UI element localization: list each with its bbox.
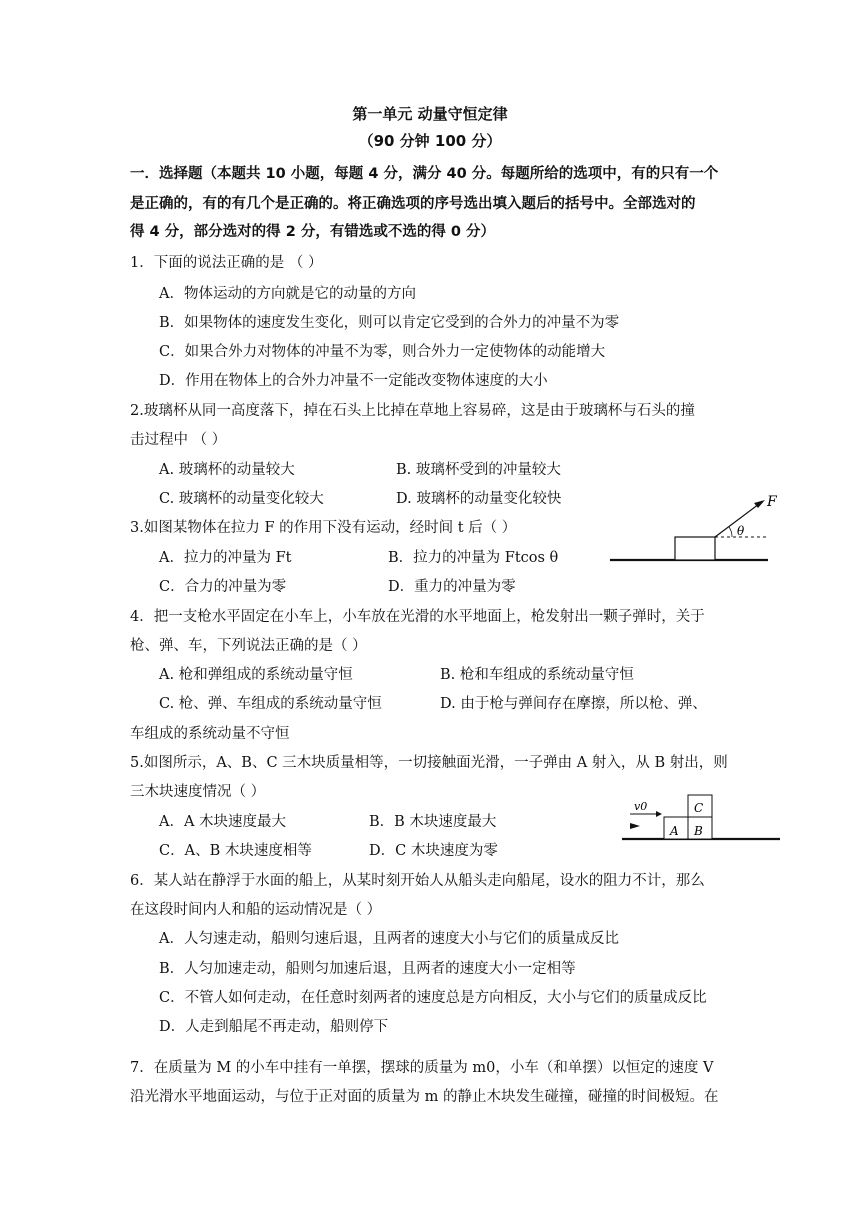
question-6-option-d: D．人走到船尾不再走动，船则停下 [159,1019,389,1035]
question-4-option-d-continued: 车组成的系统动量不守恒 [130,726,290,742]
question-2-option-a: A. 玻璃杯的动量较大 [159,462,295,478]
question-5-option-c: C．A、B 木块速度相等 [159,843,312,859]
question-1-stem: 1．下面的说法正确的是 （ ） [130,255,323,271]
question-5-option-a: A．A 木块速度最大 [159,814,287,830]
question-1-option-c: C．如果合外力对物体的冲量不为零，则合外力一定使物体的动能增大 [159,344,606,360]
arrow-head-icon [656,811,662,817]
question-4-option-d: D. 由于枪与弹间存在摩擦，所以枪、弹、 [440,696,707,712]
question-7-stem-line-2: 沿光滑水平地面运动，与位于正对面的质量为 m 的静止木块发生碰撞，碰撞的时间极短。在 [130,1089,719,1105]
angle-label: θ [737,524,745,538]
question-4-option-c: C. 枪、弹、车组成的系统动量守恒 [159,696,382,712]
section-instructions-line-3: 得 4 分，部分选对的得 2 分，有错选或不选的得 0 分） [130,224,496,240]
page-subtitle: （90 分钟 100 分） [358,132,502,150]
question-3-option-b: B．拉力的冲量为 Ftcos θ [388,550,559,566]
block-b-label: B [694,824,703,838]
block-c-label: C [694,801,704,815]
question-1-option-a: A．物体运动的方向就是它的动量的方向 [159,286,416,302]
question-1-option-d: D．作用在物体上的合外力冲量不一定能改变物体速度的大小 [159,373,548,389]
page-title: 第一单元 动量守恒定律 [352,105,508,123]
question-4-option-a: A. 枪和弹组成的系统动量守恒 [159,667,353,683]
question-3-stem: 3.如图某物体在拉力 F 的作用下没有运动，经时间 t 后（ ） [130,520,517,536]
force-label: F [767,494,777,510]
question-5-figure [620,790,785,846]
question-6-stem-line-1: 6．某人站在静浮于水面的船上，从某时刻开始人从船头走向船尾，设水的阻力不计，那么 [130,873,705,889]
section-instructions-line-1: 一．选择题（本题共 10 小题，每题 4 分，满分 40 分。每题所给的选项中，有的只有一个 [130,166,719,182]
question-2-stem-line-2: 击过程中 （ ） [130,432,227,448]
question-2-option-c: C. 玻璃杯的动量变化较大 [159,491,324,507]
question-6-option-c: C．不管人如何走动，在任意时刻两者的速度总是方向相反，大小与它们的质量成反比 [159,990,707,1006]
question-3-option-a: A．拉力的冲量为 Ft [159,550,292,566]
question-2-stem-line-1: 2.玻璃杯从同一高度落下，掉在石头上比掉在草地上容易碎，这是由于玻璃杯与石头的撞 [130,403,695,419]
question-7-stem-line-1: 7．在质量为 M 的小车中挂有一单摆，摆球的质量为 m0，小车（和单摆）以恒定的速度 V [130,1060,714,1076]
velocity-label: v0 [634,800,648,813]
question-3-figure [608,492,777,564]
question-5-stem-line-1: 5.如图所示，A、B、C 三木块质量相等，一切接触面光滑，一子弹由 A 射入，从 B 射出，则 [130,755,728,771]
question-6-stem-line-2: 在这段时间内人和船的运动情况是（ ） [130,902,382,918]
bullet-icon [630,823,640,829]
question-6-option-b: B．人匀加速走动，船则匀加速后退，且两者的速度大小一定相等 [159,961,576,977]
question-6-option-a: A．人匀速走动，船则匀速后退，且两者的速度大小与它们的质量成反比 [159,931,619,947]
question-5-option-b: B．B 木块速度最大 [369,814,497,830]
question-4-stem-line-2: 枪、弹、车，下列说法正确的是（ ） [130,638,367,654]
block-box [675,537,715,560]
question-5-option-d: D．C 木块速度为零 [369,843,498,859]
question-3-option-d: D．重力的冲量为零 [388,579,516,595]
block-a-label: A [670,824,679,838]
question-1-option-b: B．如果物体的速度发生变化，则可以肯定它受到的合外力的冲量不为零 [159,315,620,331]
question-4-option-b: B. 枪和车组成的系统动量守恒 [440,667,634,683]
question-3-option-c: C．合力的冲量为零 [159,579,287,595]
question-2-option-b: B. 玻璃杯受到的冲量较大 [396,462,561,478]
angle-arc [729,527,732,537]
question-2-option-d: D. 玻璃杯的动量变化较快 [396,491,562,507]
section-instructions-line-2: 是正确的，有的有几个是正确的。将正确选项的序号选出填入题后的括号中。全部选对的 [130,196,696,212]
question-5-stem-line-2: 三木块速度情况（ ） [130,784,266,800]
question-4-stem-line-1: 4．把一支枪水平固定在小车上，小车放在光滑的水平地面上，枪发射出一颗子弹时，关于 [130,609,705,625]
